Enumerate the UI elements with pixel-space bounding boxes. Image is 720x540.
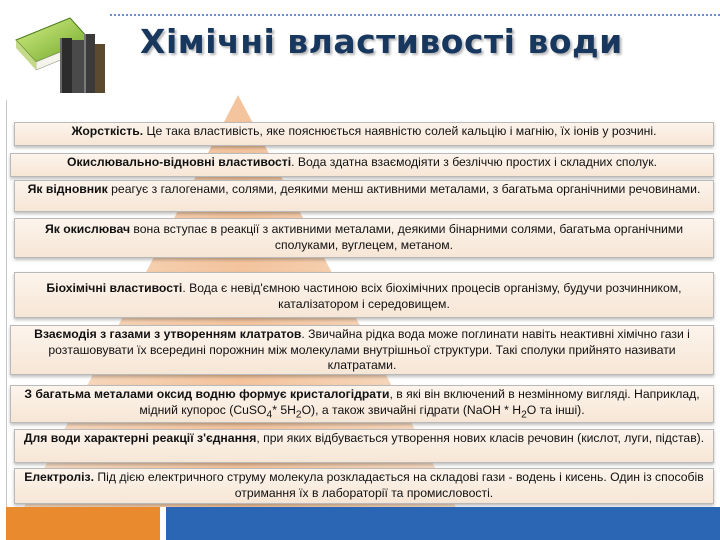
page-title: Хімічні властивості води [140,22,623,61]
item-crystallohydrates-text-4: O та інші). [526,402,585,417]
item-crystallohydrates-text: , в які він включений в незмінному вигляді. Наприклад, мідний купорос (CuSO [139,387,700,417]
item-reducer [14,180,714,212]
item-compound-reactions-text: , при яких відбувається утворення нових класів речовин (кислот, луги, підстав). [256,431,705,445]
item-redox [10,153,714,177]
item-compound-reactions-title: Для води характерні реакції з'єднання [23,431,257,445]
footer-blue-bar [166,507,720,540]
item-redox-title: Окислювально-відновні властивості [67,155,292,169]
item-hardness-title: Жорсткість. [71,124,144,138]
item-reducer-text: реагує з галогенами, солями, деякими менш активними металами, з багатьма органічними речовинами. [107,182,701,196]
item-clathrates [10,325,714,375]
footer-orange-bar [6,507,166,540]
item-compound-reactions [14,429,714,463]
subscript: 4 [266,408,273,420]
item-clathrates-title: Взаємодія з газами з утворенням клатратов [34,327,302,341]
item-biochemical [14,272,714,318]
item-hardness [14,122,714,146]
item-crystallohydrates-text-3: O), а також звичайні гідрати (NaOH * H [301,402,522,417]
books-icon [8,10,128,100]
item-crystallohydrates-title: З багатьма металами оксид водню формує кристалогідрати [24,387,390,401]
top-rule [110,14,720,16]
subscript: 2 [521,408,527,420]
item-crystallohydrates-text-2: * 5H [272,402,296,417]
item-electrolysis-title: Електроліз. [24,470,94,484]
item-biochemical-title: Біохімічні властивості [46,281,183,295]
subscript: 2 [295,408,302,420]
item-redox-text: . Вода здатна взаємодіяти з безліччю простих і складних сполук. [291,155,657,169]
item-reducer-title: Як відновник [27,182,108,196]
item-electrolysis-text: Під дією електричного струму молекула розкладається на складові гази - водень і кисень. Один із способів отримання їх в лабораторії та промисловості. [94,470,704,500]
item-oxidizer [14,218,714,258]
item-crystallohydrates [10,385,714,423]
item-oxidizer-title: Як окислювач [44,222,131,236]
item-clathrates-text: . Звичайна рідка вода може поглинати навіть неактивні хімічно гази і розташовувати їх всередині порожнин між молекулами внутрішньої структури. Такі сполуки прийнято називати клатратами. [48,327,690,372]
item-electrolysis [14,468,714,504]
item-hardness-text: Це така властивість, яке пояснюється наявністю солей кальцію і магнію, їх іонів у розчині. [143,124,657,138]
item-biochemical-text: . Вода є невід'ємною частиною всіх біохімічних процесів організму, будучи розчинником, каталізатором і середовищем. [182,281,682,311]
item-oxidizer-text: вона вступає в реакції з активними металами, деякими бінарними солями, багатьма органічними сполуками, вуглецем, метаном. [130,222,684,252]
